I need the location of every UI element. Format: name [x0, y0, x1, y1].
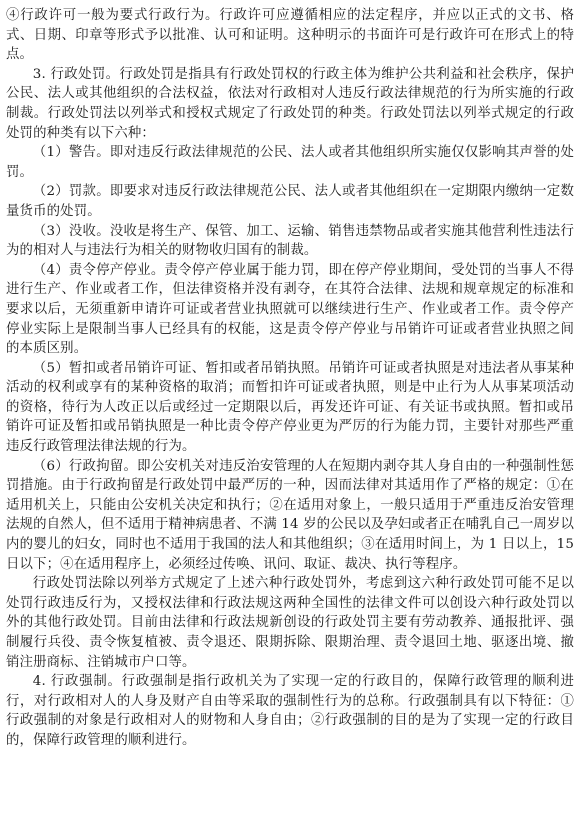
paragraph-license-formality: ④行政许可一般为要式行政行为。行政许可应遵循相应的法定程序，并应以正式的文书、格式、日期、印章等形式予以批准、认可和证明。这种明示的书面许可是行政许可在形式上的特点。 [6, 8, 574, 63]
paragraph-confiscation: （3）没收。没收是将生产、保管、加工、运输、销售违禁物品或者实施其他营利性违法行为的相对人与违法行为相关的财物收归国有的制裁。 [6, 223, 574, 259]
paragraph-administrative-compulsion: 4. 行政强制。行政强制是指行政机关为了实现一定的行政目的，保障行政管理的顺利进行，对行政相对人的人身及财产自由等采取的强制性行为的总称。行政强制具有以下特征：①行政强制的对象是行政相对人的财物和人身自由；②行政强制的目的是为了实现一定的行政目的，保障行政管理的顺利进行。 [6, 674, 574, 748]
paragraph-other-penalties: 行政处罚法除以列举方式规定了上述六种行政处罚外，考虑到这六种行政处罚可能不足以处罚行政违反行为，又授权法律和行政法规这两种全国性的法律文件可以创设六种行政处罚以外的其他行政处罚。目前由法律和行政法规新创设的行政处罚主要有劳动教养、通报批评、强制履行兵役、责令恢复植被、责令退还、限期拆除、限期治理、责令退回土地、驱逐出境、撤销注册商标、注销城市户口等。 [6, 576, 574, 670]
paragraph-license-revocation: （5）暂扣或者吊销许可证、暂扣或者吊销执照。吊销许可证或者执照是对违法者从事某种活动的权利或享有的某种资格的取消；而暂扣许可证或者执照，则是中止行为人从事某项活动的资格，待行为人改正以后或经过一定期限以后，再发还许可证、有关证书或执照。暂扣或吊销许可证及暂扣或吊销执照是一种比责令停产停业更为严厉的行为能力罚，主要针对那些严重违反行政管理法律法规的行为。 [6, 360, 574, 455]
paragraph-fine: （2）罚款。即要求对违反行政法律规范公民、法人或者其他组织在一定期限内缴纳一定数量货币的处罚。 [6, 184, 574, 219]
paragraph-administrative-penalty: 3. 行政处罚。行政处罚是指具有行政处罚权的行政主体为维护公共利益和社会秩序，保护公民、法人或其他组织的合法权益，依法对行政相对人违反行政法律规范的行为所实施的行政制裁。行政处罚法以列举式和授权式规定了行政处罚的种类。行政处罚法以列举式规定的行政处罚的种类有以下六种： [6, 66, 574, 141]
paragraph-warning: （1）警告。即对违反行政法律规范的公民、法人或者其他组织所实施仅仅影响其声誉的处罚。 [6, 145, 574, 180]
paragraph-detention: （6）行政拘留。即公安机关对违反治安管理的人在短期内剥夺其人身自由的一种强制性惩罚措施。由于行政拘留是行政处罚中最严厉的一种，因而法律对其适用作了严格的规定：①在适用机关上，只能由公安机关决定和执行；②在适用对象上，一般只适用于严重违反治安管理法规的自然人，但不适用于精神病患者、不满 14 岁的公民以及孕妇或者正在哺乳自己一周岁以内的婴儿的妇女，同时也不适用于我国的法人和其他组织；③在适用时间上，为 1 日以上，15 日以下；④在适用程序上，必须经过传唤、讯问、取证、裁决、执行等程序。 [6, 458, 574, 572]
paragraph-suspension: （4）责令停产停业。责令停产停业属于能力罚，即在停产停业期间，受处罚的当事人不得进行生产、作业或者工作，但法律资格并没有剥夺，在其符合法律、法规和规章规定的标准和要求以后，无须重新申请许可证或者营业执照就可以继续进行生产、作业或者工作。责令停产停业实际上是限制当事人已经具有的权能，这是责令停产停业与吊销许可证或者营业执照之间的本质区别。 [6, 262, 574, 357]
